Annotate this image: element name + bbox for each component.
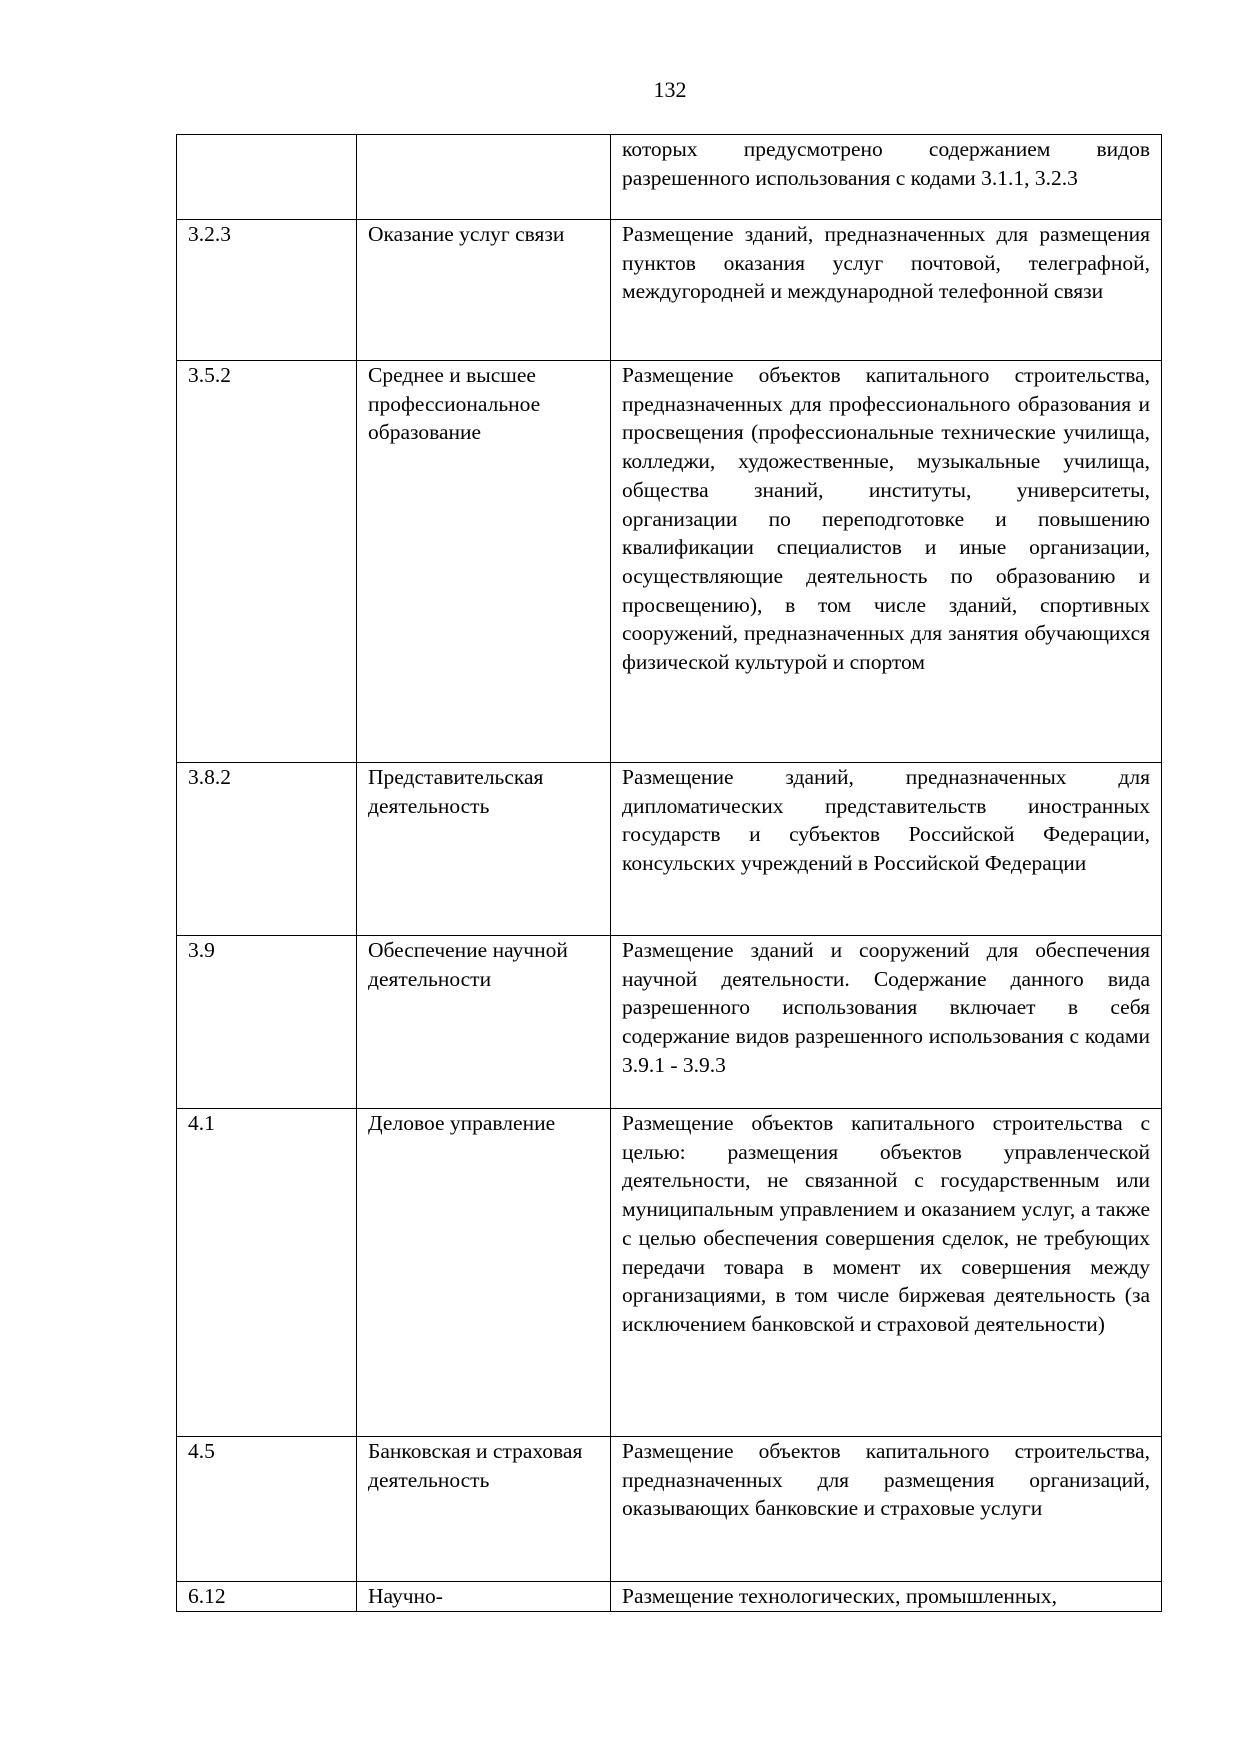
name-cell: Обеспечение научной деятельности [357,936,611,1109]
code-cell: 3.9 [177,936,357,1109]
code-cell: 6.12 [177,1582,357,1612]
description-cell: Размещение объектов капитального строительства, предназначенных для профессионального образования и просвещения (профессиональные технические училища, колледжи, художественные, музыкальные училища, общества знаний, институты, университеты, организации по переподготовке и повышению квалификации специалистов и иные организации, осуществляющие деятельность по образованию и просвещению), в том числе зданий, спортивных сооружений, предназначенных для занятия обучающихся физической культурой и спортом [611,361,1162,763]
code-cell: 3.8.2 [177,763,357,936]
table-row [177,763,1162,936]
table-body [177,135,1162,1612]
table-row [177,220,1162,361]
code-cell: 3.2.3 [177,220,357,361]
name-cell: Научно- [357,1582,611,1612]
description-cell: Размещение объектов капитального строительства с целью: размещения объектов управленческой деятельности, не связанной с государственным или муниципальным управлением и оказанием услуг, а также с целью обеспечения совершения сделок, не требующих передачи товара в момент их совершения между организациями, в том числе биржевая деятельность (за исключением банковской и страховой деятельности) [611,1109,1162,1437]
name-cell: Представительская деятельность [357,763,611,936]
name-cell: Банковская и страховая деятельность [357,1437,611,1582]
description-cell: которых предусмотрено содержанием видов разрешенного использования с кодами 3.1.1, 3.2.3 [611,135,1162,220]
description-cell: Размещение объектов капитального строительства, предназначенных для размещения организаций, оказывающих банковские и страховые услуги [611,1437,1162,1582]
name-cell: Среднее и высшее профессиональное образование [357,361,611,763]
code-cell: 4.5 [177,1437,357,1582]
description-cell: Размещение технологических, промышленных, [611,1582,1162,1612]
table-row [177,361,1162,763]
description-cell: Размещение зданий, предназначенных для размещения пунктов оказания услуг почтовой, телеграфной, междугородней и международной телефонной связи [611,220,1162,361]
table-row [177,1582,1162,1612]
land-use-table [176,134,1162,1612]
code-cell: 4.1 [177,1109,357,1437]
table-row [177,135,1162,220]
table-row [177,1437,1162,1582]
table-row [177,936,1162,1109]
name-cell [357,135,611,220]
code-cell: 3.5.2 [177,361,357,763]
description-cell: Размещение зданий и сооружений для обеспечения научной деятельности. Содержание данного вида разрешенного использования включает в себя содержание видов разрешенного использования с кодами 3.9.1 - 3.9.3 [611,936,1162,1109]
page-number: 132 [653,77,687,102]
code-cell [177,135,357,220]
name-cell: Оказание услуг связи [357,220,611,361]
table-row [177,1109,1162,1437]
name-cell: Деловое управление [357,1109,611,1437]
description-cell: Размещение зданий, предназначенных для дипломатических представительств иностранных государств и субъектов Российской Федерации, консульских учреждений в Российской Федерации [611,763,1162,936]
